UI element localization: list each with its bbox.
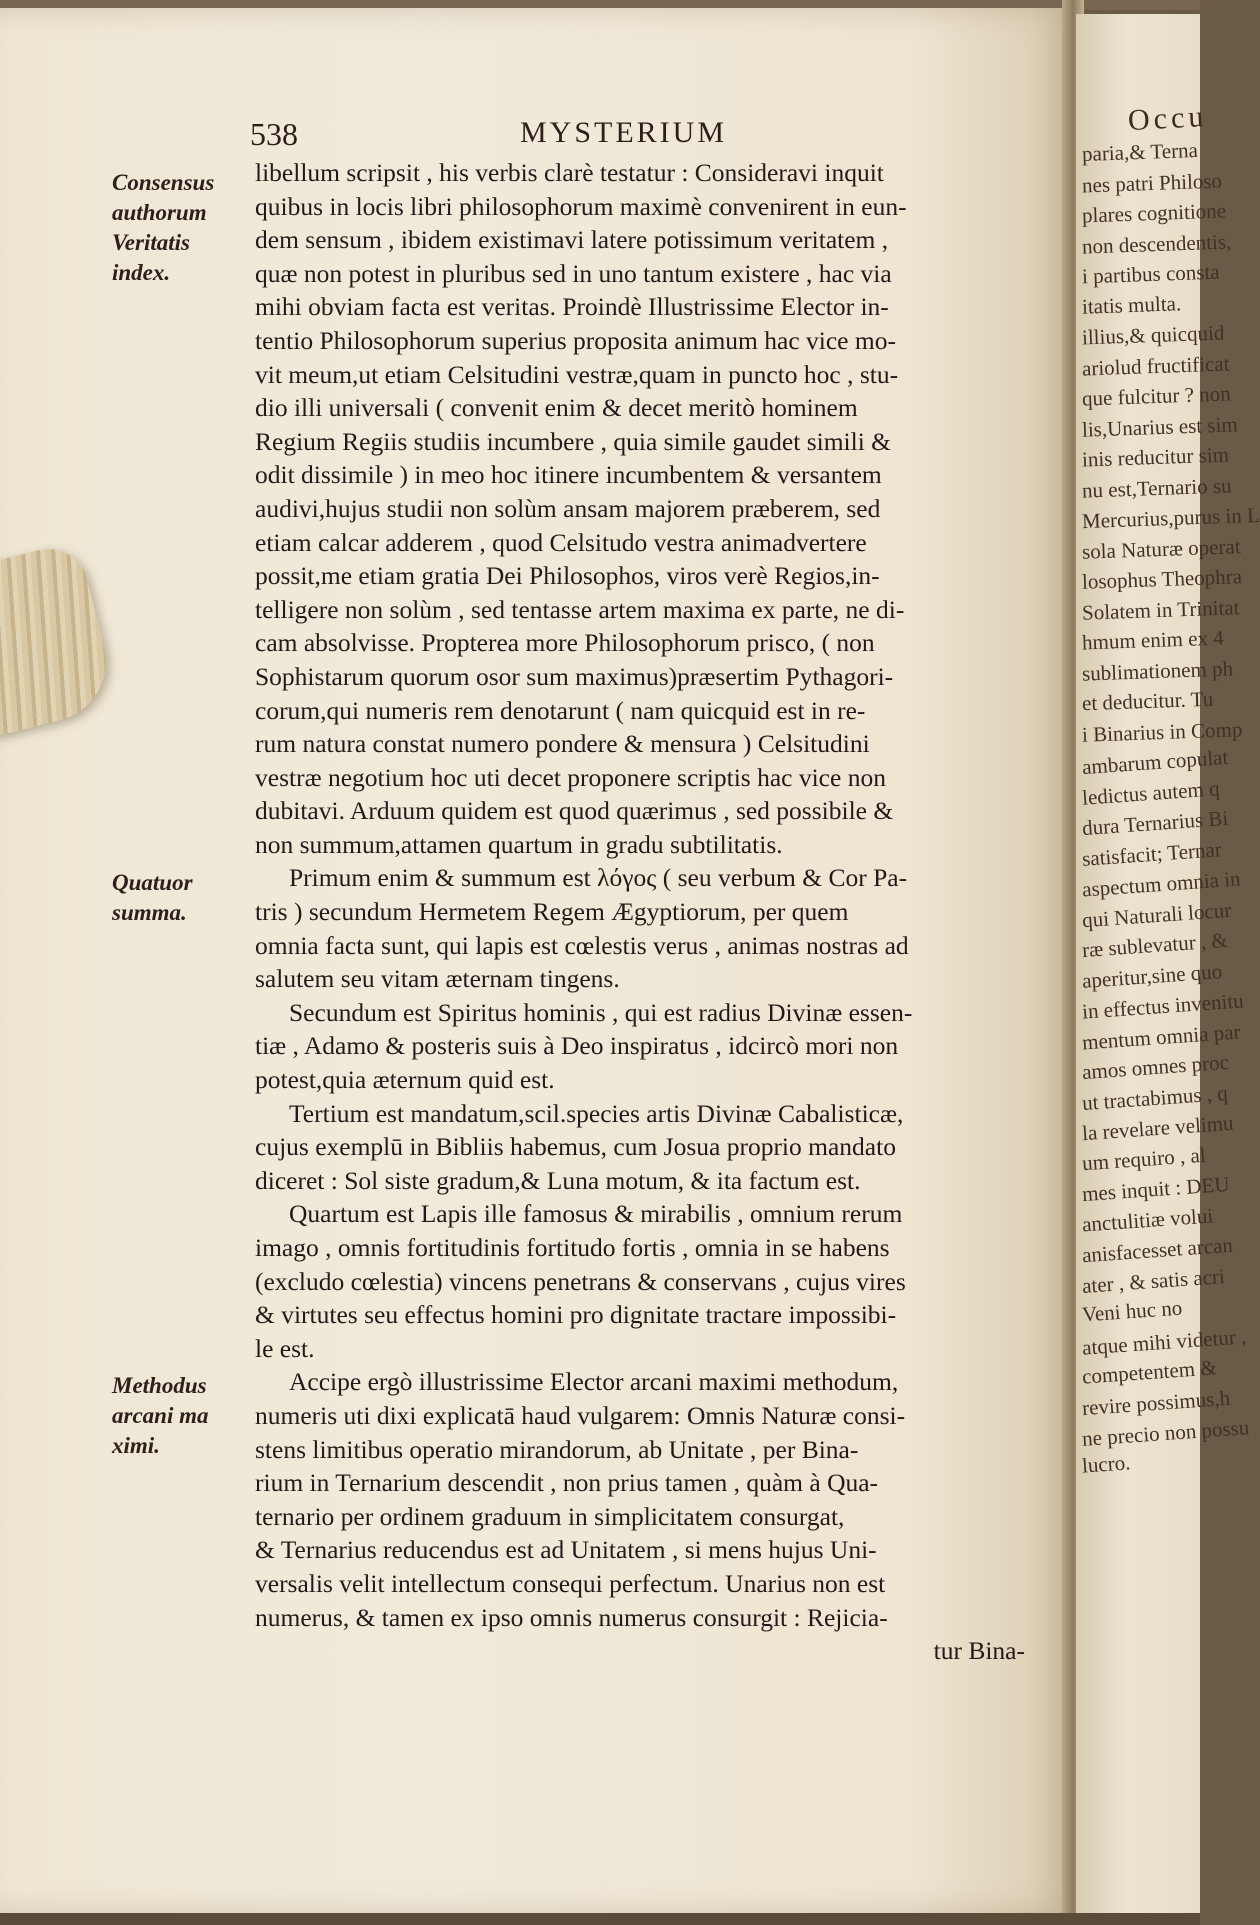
facing-text-line: qui Naturali locur [1081, 897, 1232, 932]
facing-text-line: mes inquit : DEU [1081, 1171, 1231, 1207]
margin-note-line: Veritatis [112, 230, 190, 255]
text-line: mihi obviam facta est veritas. Proindè Illustrissime Elector in- [255, 292, 889, 322]
facing-text-line: sola Naturæ operat [1081, 533, 1241, 564]
text-line: rium in Ternarium descendit , non prius tamen , quàm à Qua- [255, 1468, 879, 1498]
text-line: stens limitibus operatio mirandorum, ab Unitate , per Bina- [255, 1434, 859, 1464]
facing-text-line: i Binarius in Comp [1081, 716, 1243, 747]
facing-text-line: sublimationem ph [1081, 655, 1234, 686]
facing-text-line: ut tractabimus , q [1081, 1080, 1229, 1115]
facing-text-line: Mercurius,purus in L [1081, 502, 1260, 534]
margin-note-line: Methodus [112, 1373, 207, 1398]
text-line: imago , omnis fortitudinis fortitudo fortis , omnia in se habens [255, 1233, 890, 1262]
text-line: (excludo cœlestia) vincens penetrans & conservans , cujus vires [255, 1266, 906, 1296]
facing-text-line: in effectus invenitu [1081, 988, 1245, 1024]
text-line: numerus, & tamen ex ipso omnis numerus consurgit : Rejicia- [255, 1602, 888, 1632]
text-line: le est. [255, 1333, 315, 1363]
text-line: tiæ , Adamo & posteris suis à Deo inspiratus , idcircò mori non [255, 1031, 899, 1061]
paragraph-methodus [255, 1365, 1025, 1634]
text-line: tris ) secundum Hermetem Regem Ægyptiorum, per quem [255, 897, 849, 927]
text-line: tentio Philosophorum superius proposita animum hac vice mo- [255, 325, 896, 355]
text-line: potest,quia æternum quid est. [255, 1065, 555, 1095]
text-line: Secundum est Spiritus hominis , qui est radius Divinæ essen- [289, 997, 913, 1027]
margin-note-line: index. [112, 260, 171, 285]
facing-text-line: ambarum copulat [1081, 744, 1229, 780]
bottom-edge [0, 1913, 1200, 1925]
text-line: cam absolvisse. Propterea more Philosophorum prisco, ( non [255, 628, 875, 658]
text-line: vestræ negotium hoc uti decet proponere scriptis hac vice non [255, 762, 886, 792]
facing-text-line: et deducitur. Tu [1081, 686, 1214, 716]
facing-text-line: Veni huc no [1081, 1295, 1184, 1327]
facing-text-line: aspectum omnia in [1081, 866, 1242, 902]
facing-text-line: dura Ternarius Bi [1081, 805, 1229, 841]
text-line: quibus in locis libri philosophorum maximè convenirent in eun- [255, 191, 907, 221]
text-line: odit dissimile ) in meo hoc itinere incumbentem & versantem [255, 460, 882, 490]
text-line: & Ternarius reducendus est ad Unitatem , si mens hujus Uni- [255, 1535, 877, 1565]
text-line: cujus exemplū in Bibliis habemus, cum Josua proprio mandato [255, 1132, 896, 1162]
facing-text-line: que fulcitur ? non [1081, 381, 1232, 411]
facing-text-line: anctulitiæ volui [1081, 1202, 1214, 1237]
text-line: Tertium est mandatum,scil.species artis Divinæ Cabalisticæ, [289, 1098, 904, 1128]
text-line: corum,qui numeris rem denotarunt ( nam quicquid est in re- [255, 695, 866, 725]
margin-note-line: summa. [112, 900, 187, 925]
text-line: dem sensum , ibidem existimavi latere potissimum veritatem , [255, 225, 889, 255]
text-line: Quartum est Lapis ille famosus & mirabilis , omnium rerum [289, 1199, 903, 1229]
margin-note-line: ximi. [112, 1433, 160, 1458]
facing-text-line: satisfacit; Ternar [1081, 836, 1223, 871]
facing-text-line: ledictus autem q [1081, 775, 1221, 810]
margin-note-methodus [112, 1371, 252, 1461]
facing-text-line: competentem & [1081, 1355, 1218, 1389]
facing-text-line: illius,& quicquid [1081, 320, 1225, 350]
facing-text-line: anisfacesset arcan [1081, 1232, 1234, 1268]
facing-text-line: plares cognitione [1081, 198, 1227, 228]
margin-note-line: arcani ma [112, 1403, 209, 1428]
text-line: diceret : Sol siste gradum,& Luna motum, & ita factum est. [255, 1165, 861, 1195]
margin-note-line: Quatuor [112, 870, 193, 895]
facing-text-line: um requiro , al [1081, 1142, 1207, 1175]
facing-text-line: paria,& Terna [1081, 137, 1199, 167]
margin-note-line: Consensus [112, 170, 215, 195]
text-line: etiam calcar adderem , quod Celsitudo vestra animadvertere [255, 527, 867, 557]
text-line: Accipe ergò illustrissime Elector arcani maximi methodum, [289, 1367, 899, 1397]
facing-text-line: ne precio non possu [1081, 1415, 1250, 1451]
text-line: dubitavi. Arduum quidem est quod quærimus , sed possibile & [255, 796, 894, 826]
text-line: Regium Regiis studiis incumbere , quia simile gaudet simili & [255, 426, 892, 456]
text-line: Sophistarum quorum osor sum maximus)præsertim Pythagori- [255, 661, 894, 691]
facing-text-line: itatis multa. [1081, 290, 1182, 319]
text-line: vit meum,ut etiam Celsitudini vestræ,quam in puncto hoc , stu- [255, 359, 899, 389]
facing-text-line: mentum omnia par [1081, 1018, 1242, 1055]
book-page-right [1076, 14, 1260, 1919]
facing-text-line: hmum enim ex 4 [1081, 625, 1225, 655]
text-line: versalis velit intellectum consequi perfectum. Unarius non est [255, 1568, 886, 1598]
facing-text-line: la revelare velimu [1081, 1110, 1235, 1146]
text-line: possit,me etiam gratia Dei Philosophos, viros verè Regios,in- [255, 561, 880, 591]
text-line: rum natura constat numero pondere & mensura ) Celsitudini [255, 729, 870, 759]
facing-text-line: losophus Theophra [1081, 564, 1243, 594]
text-line: telligere non solùm , sed tentasse artem maxima ex parte, ne di- [255, 594, 905, 624]
page-number: 538 [250, 116, 298, 152]
margin-note-consensus [112, 168, 252, 288]
text-line: Primum enim & summum est λόγος ( seu verbum & Cor Pa- [289, 863, 908, 893]
text-line: & virtutes seu effectus homini pro dignitate tractare impossibi- [255, 1300, 897, 1330]
facing-text-line: atque mihi videtur , [1081, 1323, 1248, 1360]
facing-text-line: non descendentis, [1081, 228, 1232, 259]
facing-page-title: Occu [1127, 99, 1209, 138]
facing-text-line: ater , & satis acri [1081, 1263, 1226, 1298]
facing-text-line: revire possimus,h [1081, 1385, 1231, 1420]
main-text-block [255, 156, 1025, 1668]
paragraph-quatuor-summa [255, 861, 1025, 1365]
facing-text-line: ræ sublevatur , & [1081, 927, 1229, 963]
facing-text-line: nu est,Ternario su [1081, 472, 1232, 503]
text-line: non summum,attamen quartum in gradu subtilitatis. [255, 829, 783, 859]
text-line: quæ non potest in pluribus sed in uno tantum existere , hac via [255, 258, 892, 288]
paragraph-intro [255, 156, 1025, 861]
text-line: numeris uti dixi explicatā haud vulgarem: Omnis Naturæ consi- [255, 1400, 906, 1430]
text-line: audivi,hujus studii non solùm ansam majorem præberem, sed [255, 493, 881, 523]
text-line: dio illi universali ( convenit enim & decet meritò hominem [255, 393, 858, 423]
facing-text-line: i partibus consta [1081, 259, 1220, 289]
facing-text-line: aperitur,sine quo [1081, 958, 1223, 993]
facing-text-line: inis reducitur sim [1081, 442, 1230, 472]
text-line: ternario per ordinem graduum in simplicitatem consurgat, [255, 1501, 845, 1531]
facing-text-line: amos omnes proc [1081, 1049, 1230, 1085]
catchword: tur Bina- [933, 1636, 1025, 1666]
text-line: omnia facta sunt, qui lapis est cœlestis verus , animas nostras ad [255, 930, 909, 960]
text-line: libellum scripsit , his verbis clarè testatur : Consideravi inquit [255, 158, 884, 187]
facing-text-line: nes patri Philoso [1081, 168, 1223, 197]
facing-text-line: Solatem in Trinitat [1081, 594, 1240, 625]
running-head: MYSTERIUM [520, 116, 728, 149]
text-line: salutem seu vitam æternam tingens. [255, 964, 620, 994]
facing-text-line: lis,Unarius est sim [1081, 411, 1239, 442]
margin-note-quatuor [112, 868, 252, 928]
margin-note-line: authorum [112, 200, 207, 225]
facing-text-line: lucro. [1081, 1449, 1132, 1478]
book-page-left [0, 8, 1072, 1913]
facing-text-line: ariolud fructificat [1081, 350, 1230, 381]
